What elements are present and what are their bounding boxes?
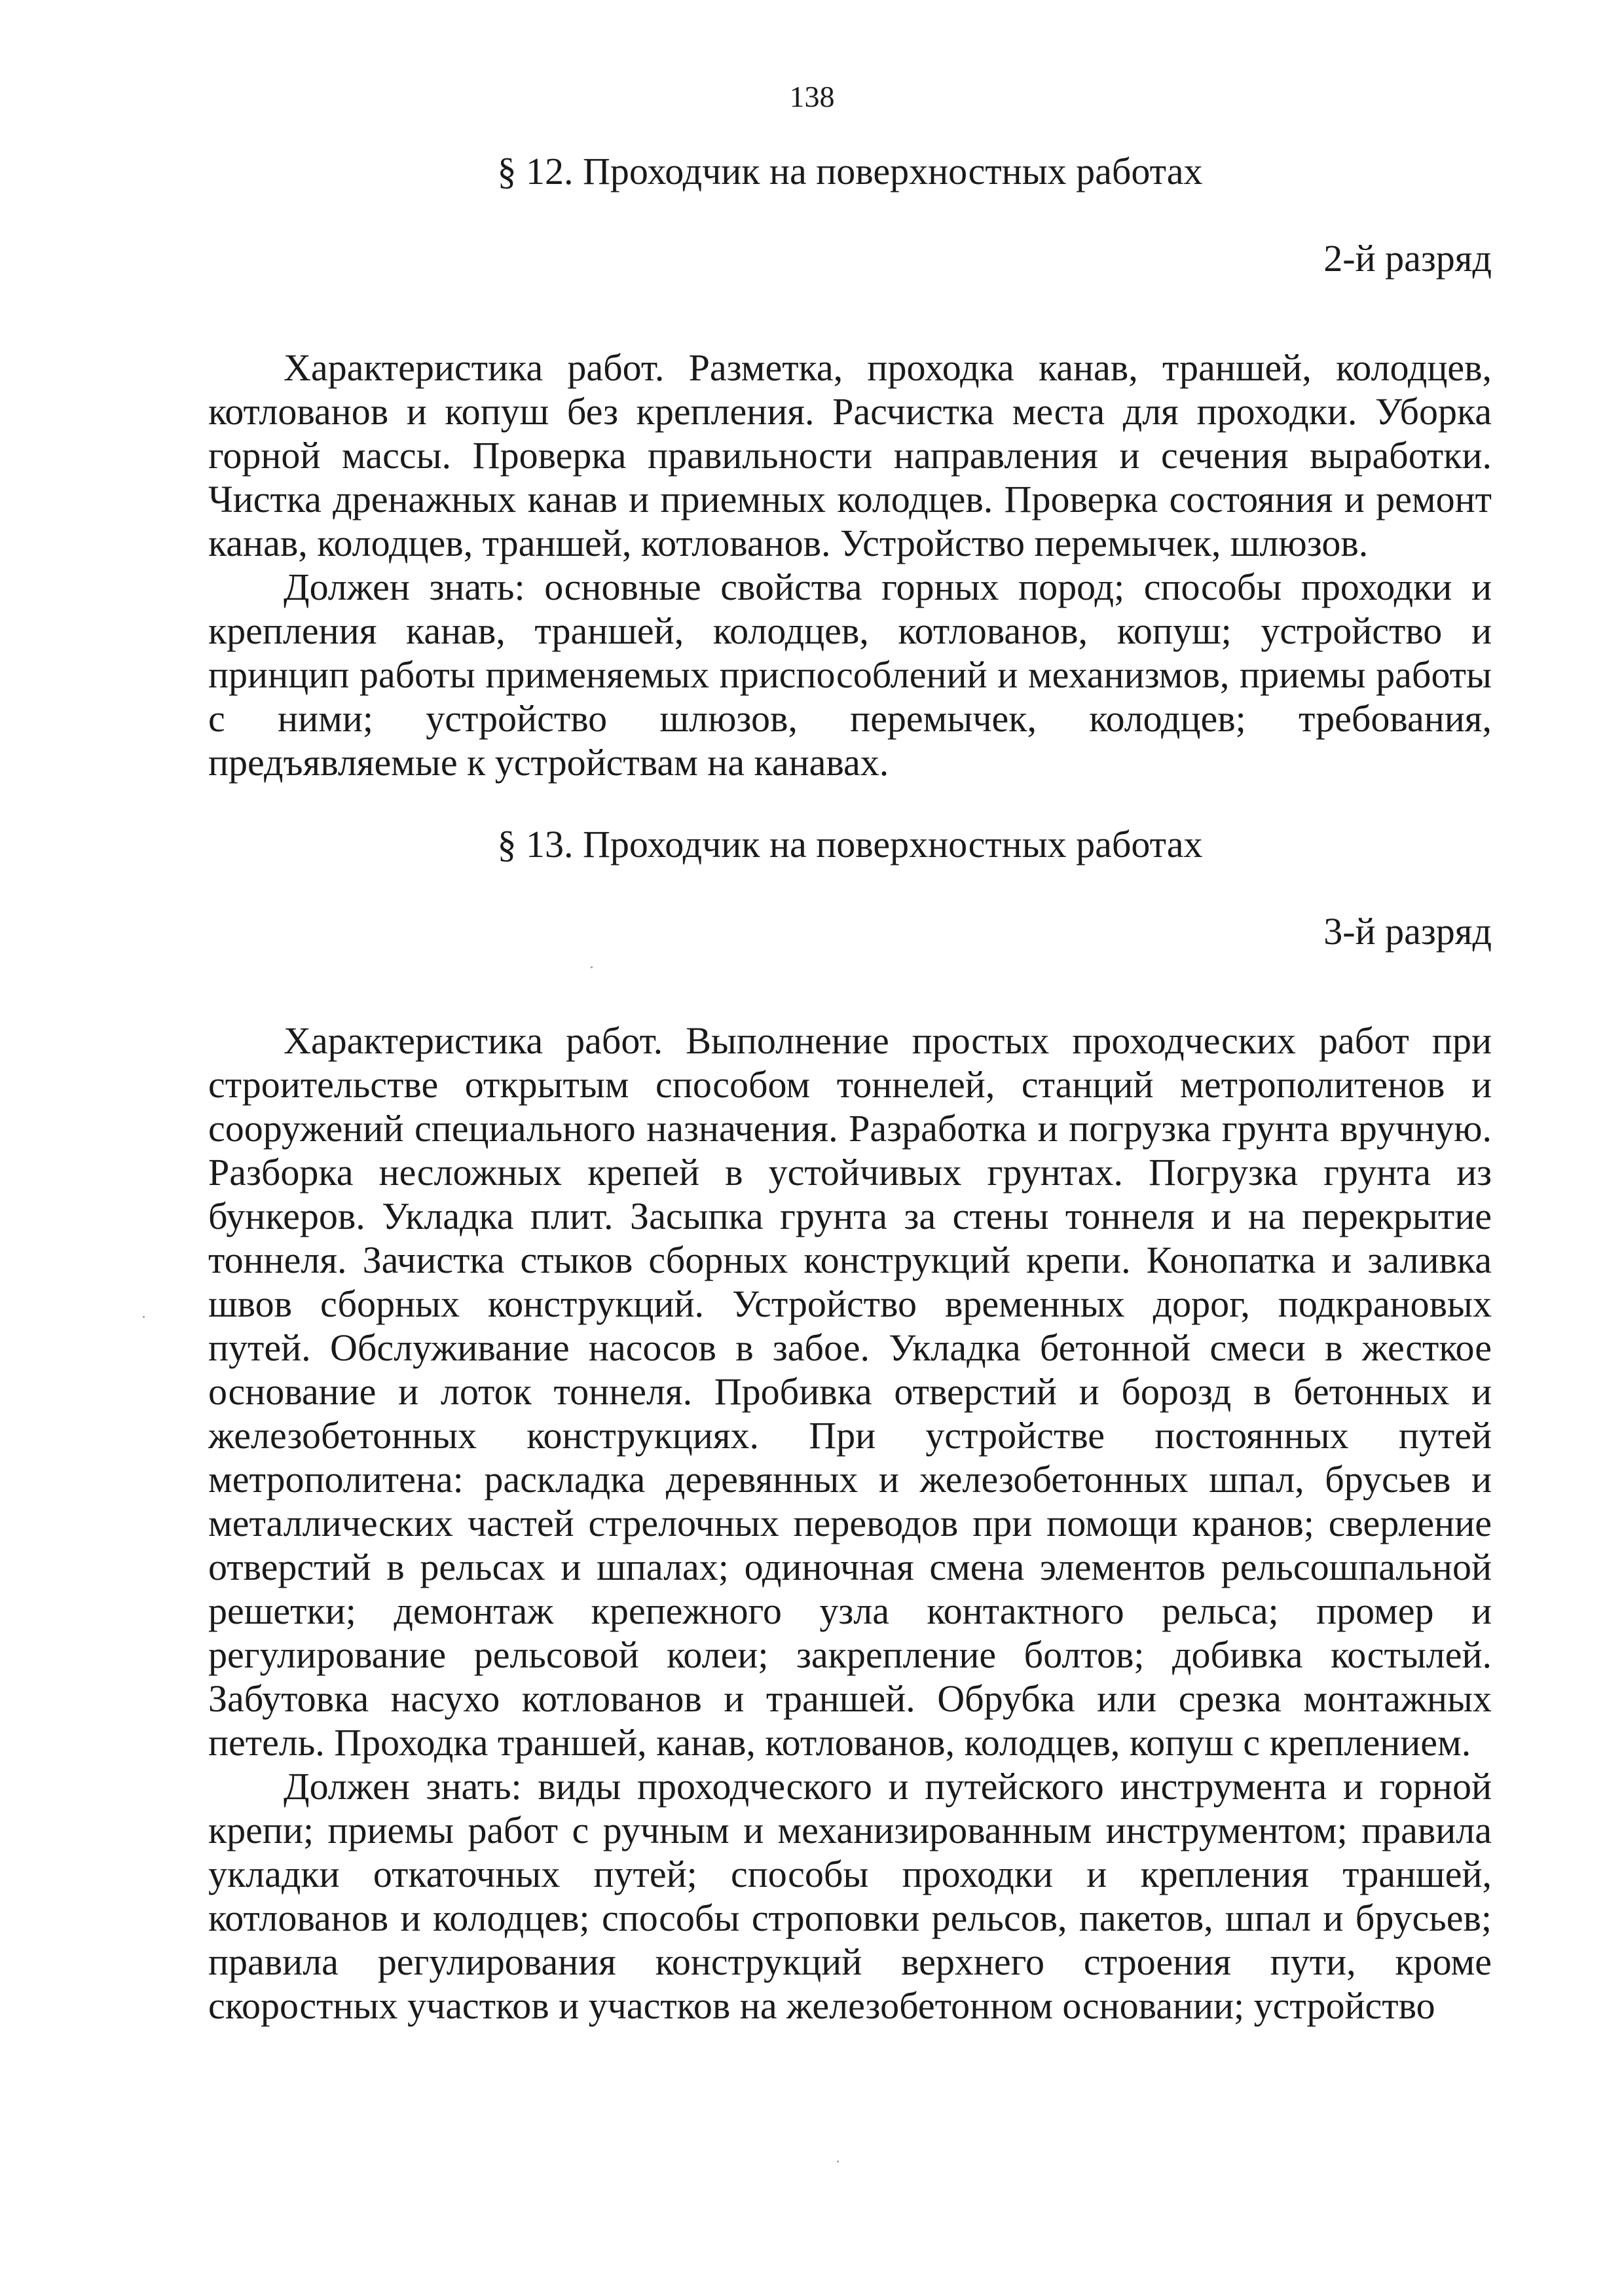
- section-12-grade: 2-й разряд: [1323, 237, 1492, 280]
- section-13-title: § 13. Проходчик на поверхностных работах: [497, 823, 1203, 866]
- section-12-knowledge: Должен знать: основные свойства горных пород; способы проходки и крепления канав, траншей, колодцев, котлованов, копуш; устройство и принцип работы применяемых приспособлений и механизмов, приемы работы с ними; устройство шлюзов, перемычек, колодцев; требования, предъявляемые к устройствам на канавах.: [208, 566, 1492, 784]
- scan-speck: [143, 1316, 145, 1318]
- section-12-title: § 12. Проходчик на поверхностных работах: [497, 150, 1203, 192]
- section-12-characteristics: Характеристика работ. Разметка, проходка канав, траншей, колодцев, котлованов и копуш без крепления. Расчистка места для проходки. Уборка горной массы. Проверка правильности направления и сечения выработки. Чистка дренажных канав и приемных колодцев. Проверка состояния и ремонт канав, колодцев, траншей, котлованов. Устройство перемычек, шлюзов.: [208, 346, 1492, 564]
- section-13-characteristics: Характеристика работ. Выполнение простых проходческих работ при строительстве открытым способом тоннелей, станций метрополитенов и сооружений специального назначения. Разработка и погрузка грунта вручную. Разборка несложных крепей в устойчивых грунтах. Погрузка грунта из бункеров. Укладка плит. Засыпка грунта за стены тоннеля и на перекрытие тоннеля. Зачистка стыков сборных конструкций крепи. Конопатка и заливка швов сборных конструкций. Устройство временных дорог, подкрановых путей. Обслуживание насосов в забое. Укладка бетонной смеси в жесткое основание и лоток тоннеля. Пробивка отверстий и борозд в бетонных и железобетонных конструкциях. При устройстве постоянных путей метрополитена: раскладка деревянных и железобетонных шпал, брусьев и металлических частей стрелочных переводов при помощи кранов; сверление отверстий в рельсах и шпалах; одиночная смена элементов рельсошпальной решетки; демонтаж крепежного узла контактного рельса; промер и регулирование рельсовой колеи; закрепление болтов; добивка костылей. Забутовка насухо котлованов и траншей. Обрубка или срезка монтажных петель. Проходка траншей, канав, котлованов, колодцев, копуш с креплением.: [208, 1019, 1492, 1764]
- document-body: [208, 149, 1492, 2028]
- scan-speck: [591, 966, 593, 968]
- section-13-grade: 3-й разряд: [1323, 910, 1492, 953]
- section-13-knowledge: Должен знать: виды проходческого и путейского инструмента и горной крепи; приемы работ с ручным и механизированным инструментом; правила укладки откаточных путей; способы проходки и крепления траншей, котлованов и колодцев; способы строповки рельсов, пакетов, шпал и брусьев; правила регулирования конструкций верхнего строения пути, кроме скоростных участков и участков на железобетонном основании; устройство: [208, 1765, 1492, 2027]
- page-number: 138: [789, 80, 835, 113]
- scan-speck: [837, 2160, 839, 2162]
